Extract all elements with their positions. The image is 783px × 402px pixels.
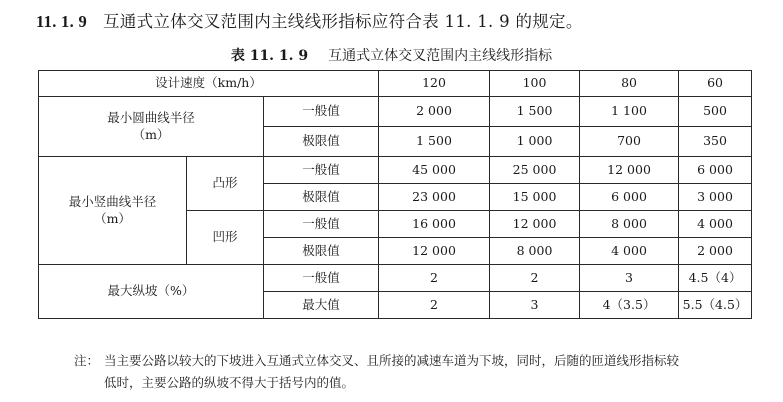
clause-text: 互通式立体交叉范围内主线线形指标应符合表 11. 1. 9 的规定。 <box>103 12 583 31</box>
table-cell: 4.5（4） <box>679 265 752 292</box>
table-cell: 8 000 <box>580 211 679 238</box>
table-cell: 15 000 <box>490 184 580 211</box>
table-cell: 700 <box>580 127 679 157</box>
table-row <box>39 97 752 127</box>
table-row <box>39 71 752 97</box>
convex-label: 凸形 <box>187 157 264 211</box>
table-cell: 3 <box>490 292 580 319</box>
limit-value-label: 极限值 <box>264 238 379 265</box>
table-cell: 4 000 <box>580 238 679 265</box>
table-cell: 6 000 <box>580 184 679 211</box>
clause-heading <box>36 8 583 32</box>
table-cell: 12 000 <box>580 157 679 184</box>
note-label: 注： <box>74 353 100 368</box>
table-cell: 25 000 <box>490 157 580 184</box>
table-caption <box>0 45 783 65</box>
table-row <box>39 265 752 292</box>
max-grade-label: 最大纵坡（%） <box>39 265 264 319</box>
table-cell: 6 000 <box>679 157 752 184</box>
note-line-1: 当主要公路以较大的下坡进入互通式立体交叉、且所接的减速车道为下坡，同时，后随的匝道线形指标较 <box>104 353 680 368</box>
table-number: 表 11. 1. 9 <box>230 48 309 64</box>
speed-cell: 120 <box>379 71 490 97</box>
table-cell: 2 <box>490 265 580 292</box>
max-value-label: 最大值 <box>264 292 379 319</box>
table-cell: 45 000 <box>379 157 490 184</box>
table-cell: 1 500 <box>379 127 490 157</box>
table-cell: 5.5（4.5） <box>679 292 752 319</box>
concave-label: 凹形 <box>187 211 264 265</box>
general-value-label: 一般值 <box>264 97 379 127</box>
table-cell: 500 <box>679 97 752 127</box>
min-circle-radius-label: 最小圆曲线半径 （m） <box>39 97 264 157</box>
general-value-label: 一般值 <box>264 211 379 238</box>
table-cell: 3 <box>580 265 679 292</box>
table-cell: 12 000 <box>490 211 580 238</box>
table-cell: 4 000 <box>679 211 752 238</box>
alignment-index-table <box>38 70 752 319</box>
table-cell: 350 <box>679 127 752 157</box>
table-cell: 2 000 <box>379 97 490 127</box>
table-cell: 2 000 <box>679 238 752 265</box>
table-cell: 16 000 <box>379 211 490 238</box>
table-cell: 3 000 <box>679 184 752 211</box>
speed-cell: 100 <box>490 71 580 97</box>
table-cell: 2 <box>379 292 490 319</box>
general-value-label: 一般值 <box>264 265 379 292</box>
speed-header: 设计速度（km/h） <box>39 71 379 97</box>
limit-value-label: 极限值 <box>264 184 379 211</box>
table-cell: 2 <box>379 265 490 292</box>
table-cell: 1 000 <box>490 127 580 157</box>
speed-cell: 60 <box>679 71 752 97</box>
table-cell: 1 500 <box>490 97 580 127</box>
general-value-label: 一般值 <box>264 157 379 184</box>
table-row <box>39 157 752 184</box>
table-cell: 23 000 <box>379 184 490 211</box>
table-cell: 4（3.5） <box>580 292 679 319</box>
clause-number: 11. 1. 9 <box>36 12 87 31</box>
table-title: 互通式立体交叉范围内主线线形指标 <box>328 48 553 64</box>
table-cell: 8 000 <box>490 238 580 265</box>
min-vertical-radius-label: 最小竖曲线半径 （m） <box>39 157 187 265</box>
note-line-2: 低时，主要公路的纵坡不得大于括号内的值。 <box>104 375 355 390</box>
limit-value-label: 极限值 <box>264 127 379 157</box>
table-cell: 12 000 <box>379 238 490 265</box>
speed-cell: 80 <box>580 71 679 97</box>
table-cell: 1 100 <box>580 97 679 127</box>
